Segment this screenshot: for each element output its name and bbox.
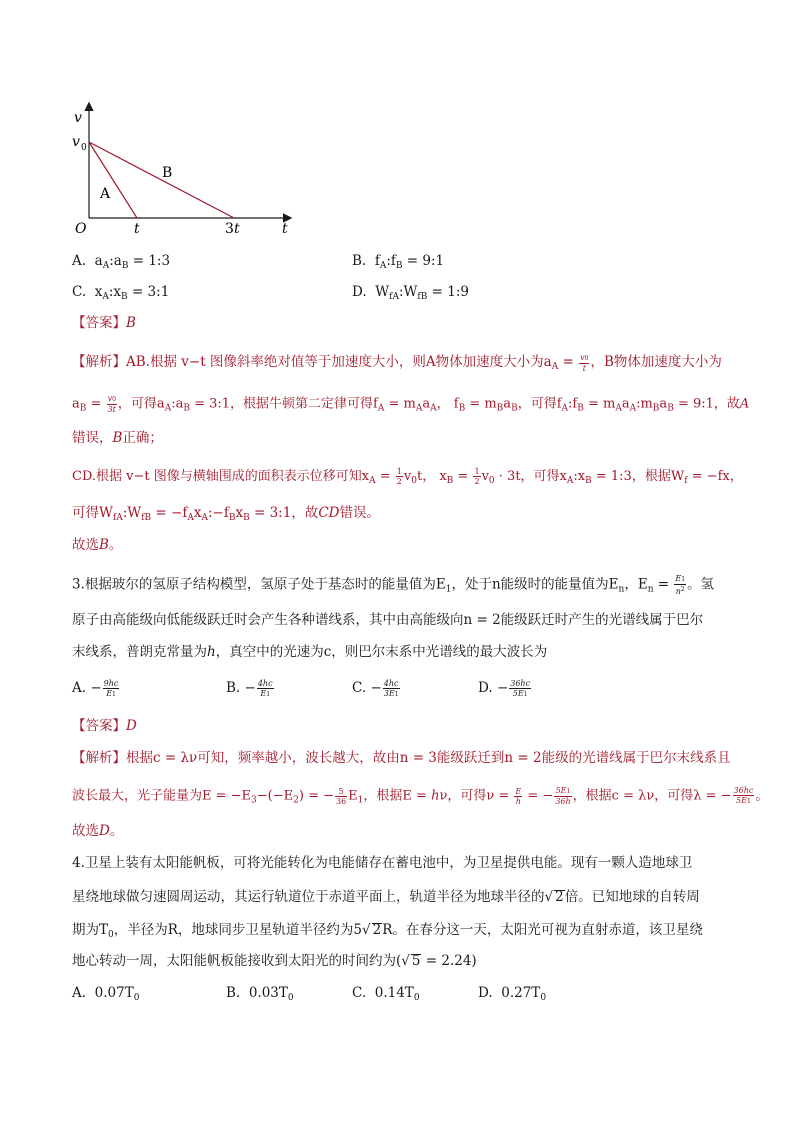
q3-final-choice: 故选D。	[72, 823, 124, 839]
q4-stem-line3: 期为$T_0$，半径为R，地球同步卫星轨道半径约为5√ 2R。在春分这一天，太阳光可视为直射赤道，该卫星绕	[72, 922, 703, 940]
q4-option-b: B. $0.03T_0$	[226, 985, 294, 1003]
q4-stem-line4: 地心转动一周，太阳能帆板能接收到太阳光的时间约为(√ 5 = 2.24)	[72, 953, 477, 969]
q4-stem-line1: 4.卫星上装有太阳能帆板，可将光能转化为电能储存在蓄电池中，为卫星提供电能。现有一颗人造地球卫	[72, 855, 693, 871]
q2-option-d: D. $W_{fA}:W_{fB}$ = 1:9	[352, 284, 469, 302]
q2-analysis-line4: CD.根据 v−t 图像与横轴围成的面积表示位移可知$x_A$ = $\frac{1}{2}$ $v_0t$， $x_B$ = $\frac{1}{2}$ $v_0 \cdot 3t$，可得$x_A:x_B$ = 1:3，根据$W_f = -fx$，	[72, 467, 743, 486]
q3-option-d: D. − $\frac{36hc}{5E1}$	[478, 678, 531, 698]
q4-option-a: A. $0.07T_0$	[72, 985, 140, 1003]
q2-option-c: C. $x_A:x_B$ = 3:1	[72, 284, 170, 302]
q2-answer: 【答案】B	[72, 315, 136, 331]
q2-analysis-line2: $a_B$ = $\frac{v0}{3t}$ ，可得$a_A:a_B$ = 3:1，根据牛顿第二定律可得$f_A = m_Aa_A$， $f_B = m_Ba_B$，可得$f_A:f_B$ = $m_Aa_A:m_Ba_B$ = 9:1，故A	[72, 394, 750, 414]
origin-label: O	[75, 221, 87, 237]
vt-graph	[62, 100, 302, 238]
tick-t-label: t	[134, 221, 140, 237]
q3-option-a: A. − $\frac{9hc}{E1}$	[72, 678, 119, 698]
q2-final-choice: 故选B。	[72, 537, 123, 553]
v0-sub: 0	[81, 143, 87, 153]
q3-answer: 【答案】D	[72, 718, 137, 734]
q4-option-c: C. $0.14T_0$	[352, 985, 420, 1003]
q2-analysis-line3: 错误，B正确；	[72, 430, 163, 446]
q4-stem-line2: 星绕地球做匀速圆周运动，其运行轨道位于赤道平面上，轨道半径为地球半径的√ 2倍。已知地球的自转周	[72, 889, 700, 905]
q2-analysis-line1: 【解析】AB.根据 v−t 图像斜率绝对值等于加速度大小，则A物体加速度大小为$a_A$ = $\frac{v0}{t}$ ，B物体加速度大小为	[72, 352, 722, 373]
q3-stem-line2: 原子由高能级向低能级跃迁时会产生各种谱线系，其中由高能级向n = 2能级跃迁时产生的光谱线属于巴尔	[72, 612, 704, 628]
q3-option-b: B. − $\frac{4hc}{E1}$	[226, 678, 273, 698]
line-b-label: B	[162, 165, 173, 181]
q3-option-c: C. − $\frac{4hc}{3E1}$	[352, 678, 399, 698]
tick-3t-label: t	[234, 221, 240, 237]
q3-stem-line3: 末线系，普朗克常量为h，真空中的光速为c，则巴尔末系中光谱线的最大波长为	[72, 644, 548, 660]
q3-stem-line1: 3.根据玻尔的氢原子结构模型，氢原子处于基态时的能量值为$E_1$，处于n能级时的能量值为$E_n$，$E_n$ = $\frac{E1}{n^2}$ 。氢	[72, 574, 715, 596]
line-a	[89, 142, 137, 218]
line-a-label: A	[100, 186, 111, 202]
q2-option-b: B. $f_A:f_B$ = 9:1	[352, 253, 445, 271]
q4-option-d: D. $0.27T_0$	[478, 985, 547, 1003]
q2-option-a: A. $a_A:a_B$ = 1:3	[72, 253, 171, 271]
x-axis-label: t	[282, 221, 288, 237]
q3-analysis-line2: 波长最大，光子能量为$E = -E_3-(-E_2)$ = − $\frac{5}{36}$ $E_1$，根据E = hν，可得ν = $\frac{E}{h}$ = − $\frac{5E1}{36h}$ ，根据c = λν，可得λ = − $\frac{36hc}{5E1}$ 。	[72, 786, 769, 806]
y-axis-label: v	[74, 110, 82, 126]
q2-analysis-line5: 可得$W_{fA}:W_{fB}$ = $-f_Ax_A:-f_Bx_B$ = 3:1，故CD错误。	[72, 505, 380, 523]
tick-3-label: 3	[225, 221, 234, 237]
v0-label: v	[72, 134, 80, 150]
q3-analysis-line1: 【解析】根据c = λν可知，频率越小，波长越大，故由n = 3能级跃迁到n = 2能级的光谱线属于巴尔末线系且	[72, 750, 731, 766]
